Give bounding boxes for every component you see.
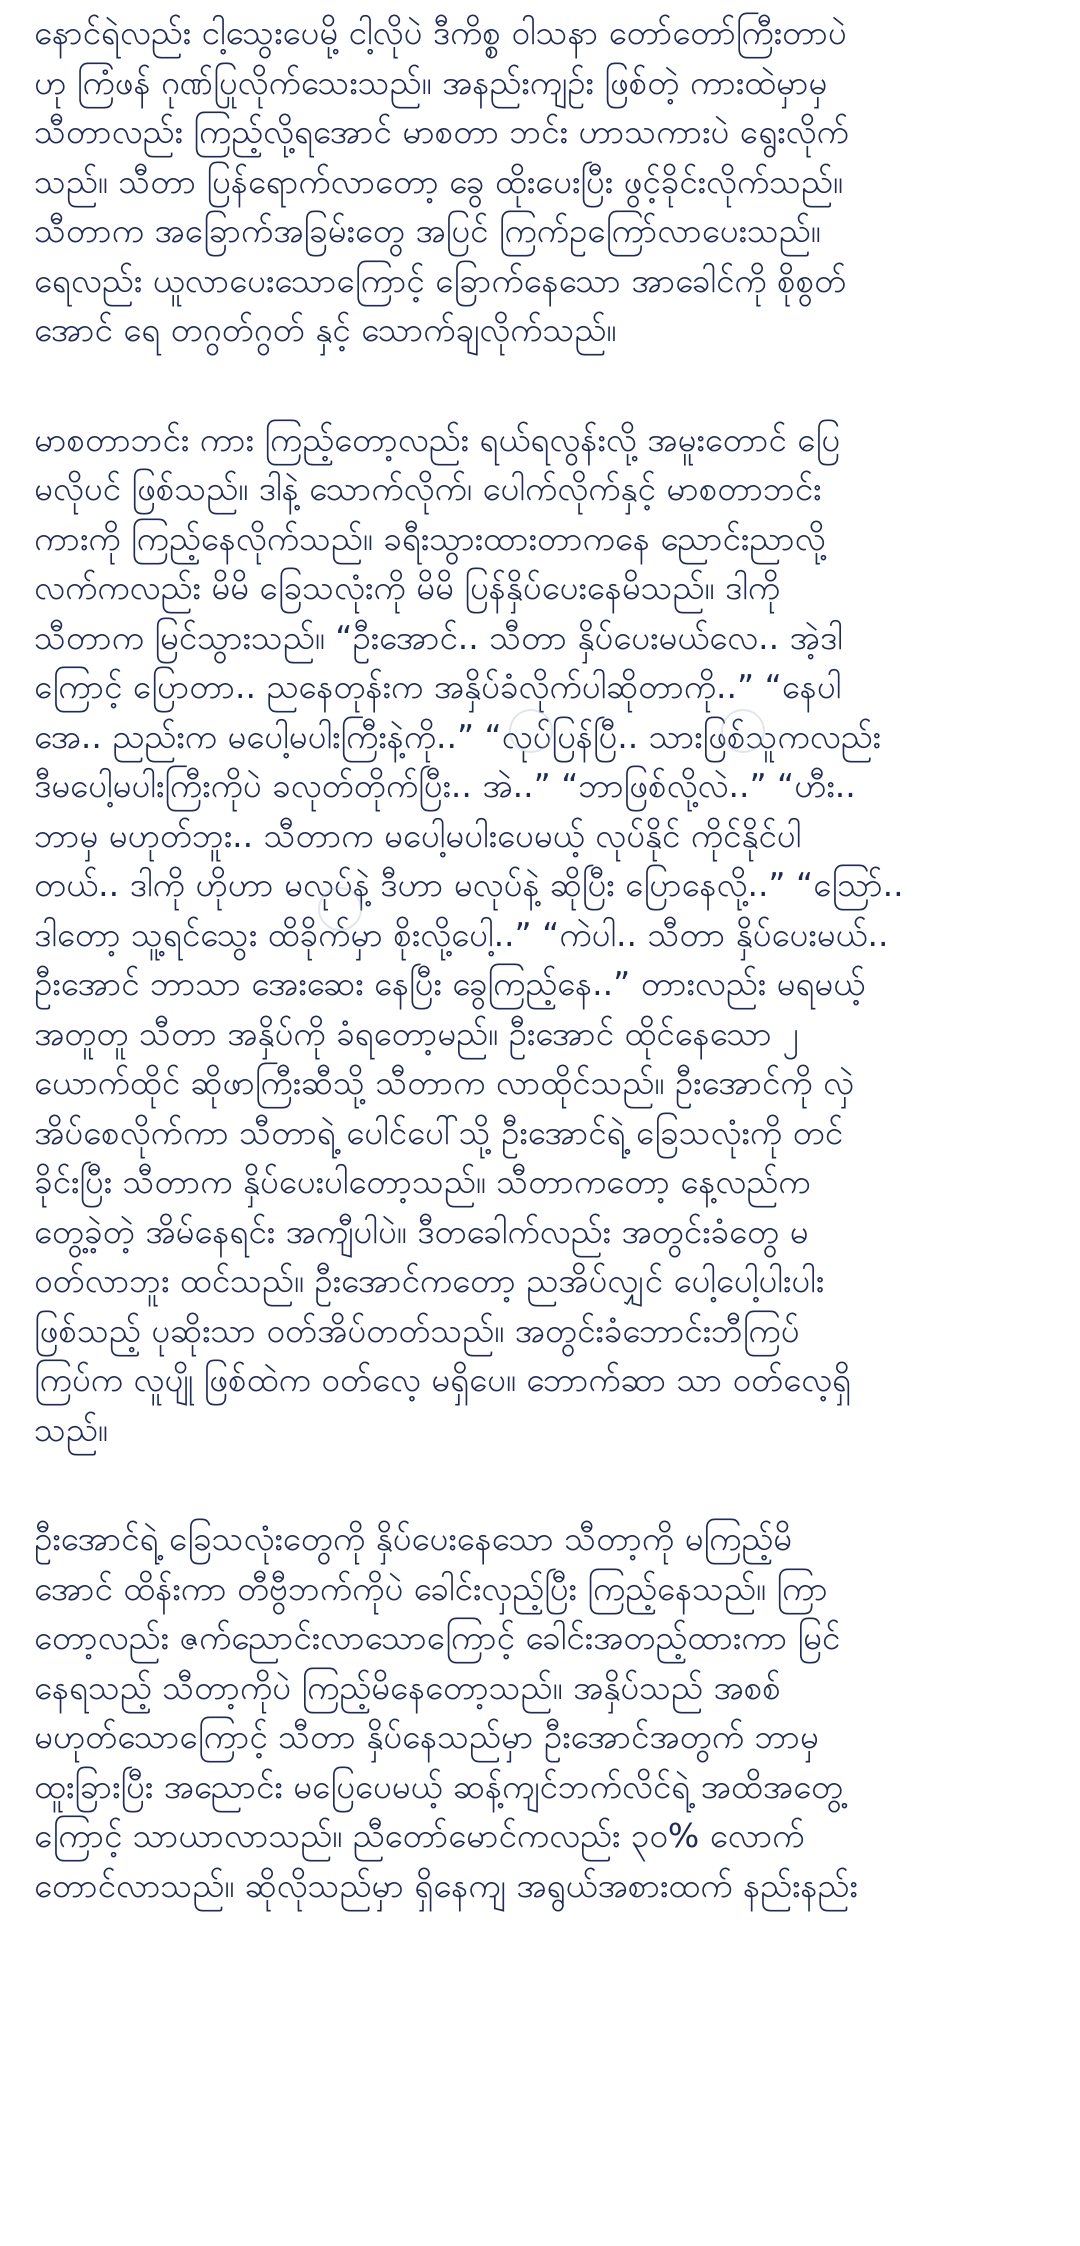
text-line: ဘာမှ မဟုတ်ဘူး.. သီတာက မပေါ့မပါးပေမယ့် လုပ်နိုင် ကိုင်နိုင်ပါ	[34, 815, 802, 855]
text-line: ယောက်ထိုင် ဆိုဖာကြီးဆီသို့ သီတာက လာထိုင်သည်။ ဦးအောင်ကို လှဲ	[34, 1063, 854, 1102]
text-line: အတူတူ သီတာ အနှိပ်ကို ခံရတော့မည်။ ဦးအောင် ထိုင်နေသော ၂	[34, 1013, 799, 1053]
text-line: နေရသည့် သီတာ့ကိုပဲ ကြည့်မိနေတော့သည်။ အနှိပ်သည် အစစ်	[34, 1667, 781, 1707]
text-line: မဟုတ်သောကြောင့် သီတာ နှိပ်နေသည်မှာ ဦးအောင်အတွက် ဘာမှ	[34, 1717, 819, 1756]
text-line: မာစတာဘင်း ကား ကြည့်တော့လည်း ရယ်ရလွန်းလို့ အမူးတောင် ပြေ	[34, 419, 841, 459]
text-line: တောင်လာသည်။ ဆိုလိုသည်မှာ ရှိနေကျ အရွယ်အစားထက် နည်းနည်း	[34, 1865, 858, 1905]
text-line: ကြပ်က လူပျို ဖြစ်ထဲက ဝတ်လေ့ မရှိပေ။ ဘောက်ဆာ သာ ဝတ်လေ့ရှိ	[34, 1360, 851, 1399]
text-line: ကြောင့် ပြောတာ.. ညနေတုန်းက အနှိပ်ခံလိုက်ပါဆိုတာကို..” “နေပါ	[34, 667, 842, 706]
text-line: အောင် ထိန်းကာ တီဗွီဘက်ကိုပဲ ခေါင်းလှည့်ပြီး ကြည့်နေသည်။ ကြာ	[34, 1568, 828, 1608]
text-line: ကြောင့် သာယာလာသည်။ ညီတော်မောင်ကလည်း ၃၀% လောက်	[34, 1816, 805, 1855]
text-line: သည်။	[34, 1409, 108, 1449]
text-line: တွေ့ခဲ့တဲ့ အိမ်နေရင်း အကျီပါပဲ။ ဒီတခေါက်လည်း အတွင်းခံတွေ မ	[34, 1211, 809, 1251]
text-line: ဦးအောင် ဘာသာ အေးဆေး နေပြီး ခွေကြည့်နေ..” တားလည်း မရမယ့်	[34, 964, 866, 1003]
text-line: မလိုပင် ဖြစ်သည်။ ဒါနဲ့ သောက်လိုက်၊ ပေါက်လိုက်နှင့် မာစတာဘင်း	[34, 469, 822, 508]
text-line: ဦးအောင်ရဲ့ ခြေသလုံးတွေကို နှိပ်ပေးနေသော သီတာ့ကို မကြည့်မိ	[34, 1519, 793, 1558]
text-line: လက်ကလည်း မိမိ ခြေသလုံးကို မိမိ ပြန်နှိပ်ပေးနေမိသည်။ ဒါကို	[34, 568, 781, 607]
text-line: သီတာက အခြောက်အခြမ်းတွေ အပြင် ကြက်ဥကြော်လာပေးသည်။	[34, 211, 821, 250]
text-line: ဒီမပေါ့မပါးကြီးကိုပဲ ခလုတ်တိုက်ပြီး.. အဲ..” “ဘာဖြစ်လို့လဲ..” “ဟီး..	[34, 766, 856, 805]
text-line: သည်။ သီတာ ပြန်ရောက်လာတော့ ခွေ ထိုးပေးပြီး ဖွင့်ခိုင်းလိုက်သည်။	[34, 161, 843, 201]
text-line: တယ်.. ဒါကို ဟိုဟာ မလုပ်နဲ့ ဒီဟာ မလုပ်နဲ့ ဆိုပြီး ပြောနေလို့..” “သြော်..	[34, 865, 904, 904]
text-line: ထူးခြားပြီး အညောင်း မပြေပေမယ့် ဆန့်ကျင်ဘက်လိင်ရဲ့ အထိအတွေ့	[34, 1766, 844, 1806]
text-line: ကားကို ကြည့်နေလိုက်သည်။ ခရီးသွားထားတာကနေ ညောင်းညာလို့	[34, 518, 826, 558]
text-line: သီတာက မြင်သွားသည်။ “ဦးအောင်.. သီတာ နှိပ်ပေးမယ်လေ.. အဲ့ဒါ	[34, 617, 843, 657]
text-line: တော့လည်း ဇက်ညောင်းလာသောကြောင့် ခေါင်းအတည့်ထားကာ မြင်	[34, 1618, 841, 1657]
paragraph-1	[34, 8, 1046, 355]
text-line: ဝတ်လာဘူး ထင်သည်။ ဦးအောင်ကတော့ ညအိပ်လျှင် ပေါ့ပေါ့ပါးပါး	[34, 1261, 825, 1300]
paragraph-3	[34, 1514, 1046, 1910]
text-line: အောင် ရေ တဂွတ်ဂွတ် နှင့် သောက်ချလိုက်သည်။	[34, 310, 617, 349]
text-line: ဟု ကြံဖန် ဂုဏ်ပြုလိုက်သေးသည်။ အနည်းကျဉ်း ဖြစ်တဲ့ ကားထဲမှာမှ	[34, 62, 828, 102]
text-line: ရေလည်း ယူလာပေးသောကြောင့် ခြောက်နေသော အာခေါင်ကို စိုစွတ်	[34, 260, 847, 300]
text-line: အိပ်စေလိုက်ကာ သီတာရဲ့ ပေါင်ပေါ်သို့ ဦးအောင်ရဲ့ ခြေသလုံးကို တင်	[34, 1112, 843, 1152]
text-line: ဖြစ်သည့် ပုဆိုးသာ ဝတ်အိပ်တတ်သည်။ အတွင်းခံဘောင်းဘီကြပ်	[34, 1310, 800, 1350]
text-line: အေ.. ညည်းက မပေါ့မပါးကြီးနဲ့ကို..” “လုပ်ပြန်ပြီ.. သားဖြစ်သူကလည်း	[34, 716, 881, 756]
paragraph-2	[34, 415, 1046, 1455]
text-line: ဒါတော့ သူ့ရင်သွေး ထိခိုက်မှာ စိုးလို့ပေါ့..” “ကဲပါ.. သီတာ နှိပ်ပေးမယ်..	[34, 914, 889, 954]
text-line: နောင်ရဲလည်း ငါ့သွေးပေမို့ ငါ့လိုပဲ ဒီကိစ္စ ဝါသနာ တော်တော်ကြီးတာပဲ	[34, 13, 847, 52]
text-line: သီတာလည်း ကြည့်လို့ရအောင် မာစတာ ဘင်း ဟာသကားပဲ ရွေးလိုက်	[34, 112, 849, 151]
text-line: ခိုင်းပြီး သီတာက နှိပ်ပေးပါတော့သည်။ သီတာကတော့ နေ့လည်က	[34, 1162, 811, 1201]
